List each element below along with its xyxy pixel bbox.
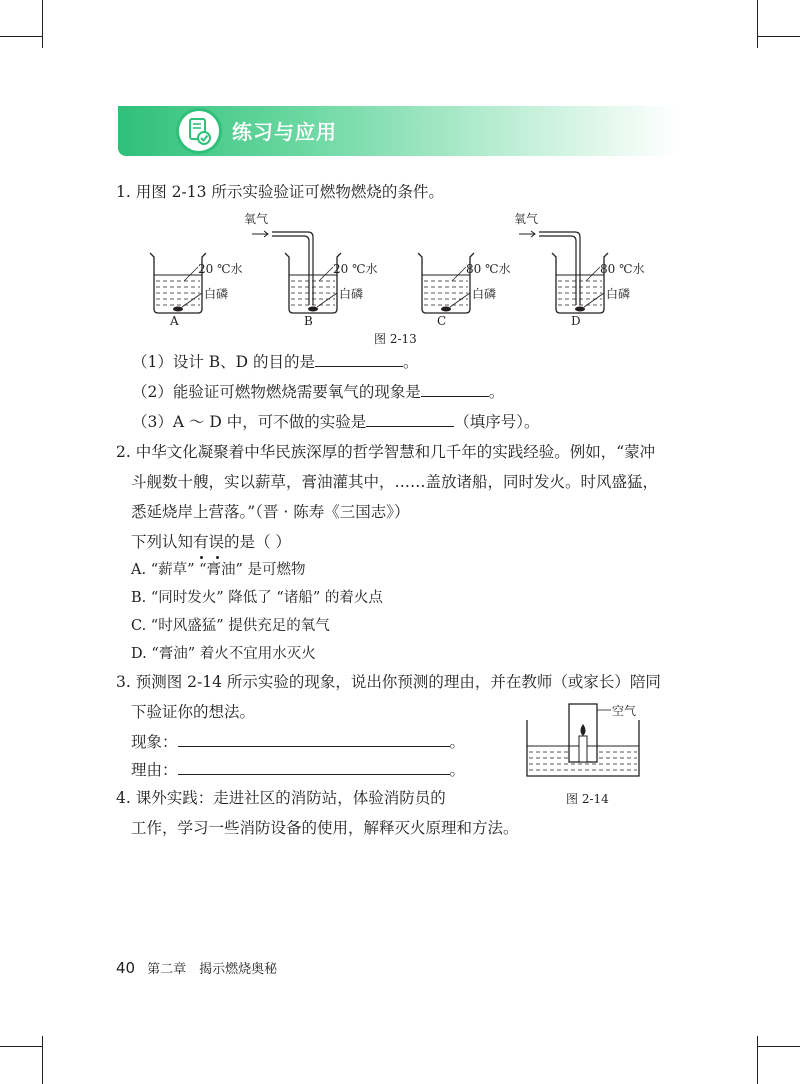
phosphorus-label-c: 白磷	[472, 287, 497, 301]
answer-blank[interactable]	[178, 760, 450, 775]
q3-line2: 下验证你的想法。	[131, 703, 256, 721]
page-number: 40	[116, 959, 136, 977]
q2-line1: 2. 中华文化凝聚着中华民族深厚的哲学智慧和几千年的实践经验。例如，“蒙冲	[116, 443, 656, 461]
crop-mark	[0, 36, 42, 37]
q2-line3: 悉延烧岸上营落。”（晋 · 陈寿《三国志》）	[131, 503, 410, 521]
emphasis-dot	[216, 556, 219, 559]
q1-sub3: （3）A ～ D 中，可不做的实验是 （填序号）。	[132, 413, 540, 431]
oxygen-label-d: 氧气	[514, 212, 539, 226]
beaker-d-label: D	[571, 314, 581, 328]
crop-mark	[42, 0, 43, 48]
exercise-icon	[176, 108, 222, 154]
q3-phenomenon: 现象： 。	[131, 733, 466, 751]
figure-2-13-caption: 图 2-13	[374, 332, 417, 346]
water-label-d: 80 ℃水	[600, 262, 645, 276]
answer-blank[interactable]	[421, 382, 489, 397]
air-label: 空气	[612, 704, 637, 718]
crop-mark	[42, 1036, 43, 1084]
water-label-c: 80 ℃水	[466, 262, 511, 276]
section-title: 练习与应用	[232, 120, 337, 144]
phosphorus-label-b: 白磷	[339, 287, 364, 301]
crop-mark	[758, 36, 800, 37]
page-footer	[116, 958, 277, 977]
oxygen-label-b: 氧气	[244, 212, 269, 226]
q2-line2: 斗舰数十艘，实以薪草，膏油灌其中，……盖放诸船，同时发火。时风盛猛，	[131, 473, 659, 491]
q2-option-a[interactable]: A. “薪草” “膏油” 是可燃物	[131, 562, 306, 578]
q3-reason: 理由： 。	[131, 761, 466, 779]
q1-stem: 1. 用图 2-13 所示实验验证可燃物燃烧的条件。	[116, 183, 444, 201]
q2-prompt: 下列认知有误的是（ ）	[131, 533, 291, 551]
crop-mark	[0, 1046, 42, 1047]
answer-blank[interactable]	[315, 352, 403, 367]
q4-line2: 工作，学习一些消防设备的使用，解释灭火原理和方法。	[131, 819, 519, 837]
crop-mark	[757, 0, 758, 48]
answer-blank[interactable]	[178, 732, 450, 747]
crop-mark	[757, 1036, 758, 1084]
beaker-a-label: A	[170, 314, 179, 328]
water-label-b: 20 ℃水	[333, 262, 378, 276]
phosphorus-label-d: 白磷	[606, 287, 631, 301]
chapter-title: 第二章 揭示燃烧奥秘	[147, 962, 278, 977]
water-label-a: 20 ℃水	[198, 262, 243, 276]
beaker-b	[252, 231, 341, 313]
q1-sub1: （1）设计 B、D 的目的是 。	[132, 353, 419, 371]
q3-line1: 3. 预测图 2-14 所示实验的现象，说出你预测的理由，并在教师（或家长）陪同	[116, 673, 661, 691]
q2-option-d[interactable]: D. “膏油” 着火不宜用水灭火	[131, 646, 316, 662]
q1-sub2: （2）能验证可燃物燃烧需要氧气的现象是 。	[132, 383, 505, 401]
figure-2-14-caption: 图 2-14	[566, 792, 609, 806]
q2-option-c[interactable]: C. “时风盛猛” 提供充足的氧气	[131, 618, 330, 634]
crop-mark	[758, 1046, 800, 1047]
beaker-c-label: C	[437, 314, 447, 328]
emphasis-dot	[200, 556, 203, 559]
answer-blank[interactable]	[366, 412, 454, 427]
beaker-b-label: B	[304, 314, 313, 328]
beaker-d	[519, 231, 608, 313]
q4-line1: 4. 课外实践：走进社区的消防站，体验消防员的	[116, 789, 446, 807]
phosphorus-label-a: 白磷	[204, 287, 229, 301]
q2-option-b[interactable]: B. “同时发火” 降低了 “诸船” 的着火点	[131, 590, 383, 606]
